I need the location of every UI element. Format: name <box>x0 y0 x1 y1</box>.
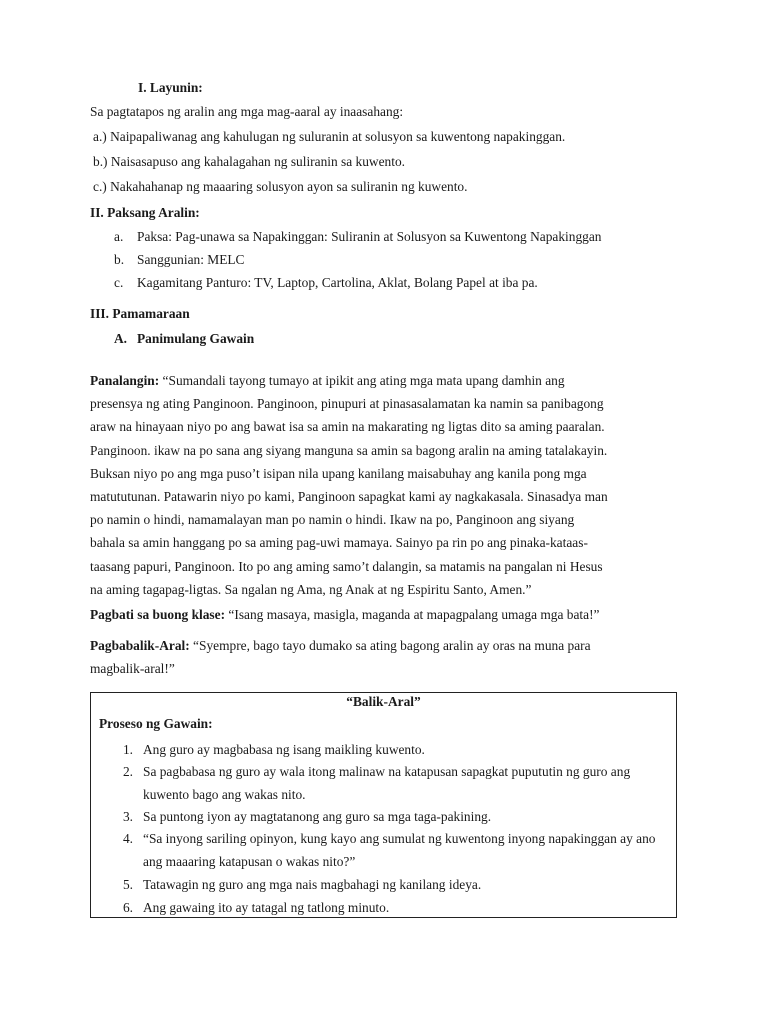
layunin-item-b: b.) Naisasapuso ang kahalagahan ng suliranin sa kuwento. <box>93 154 405 169</box>
paksang-item-marker-c: c. <box>114 275 124 290</box>
pamamaraan-sub-marker: A. <box>114 331 128 346</box>
step-text: “Sa inyong sariling opinyon, kung kayo ang sumulat ng kuwentong inyong napakinggan ay ano ang maaaring katapusan o wakas nito?” <box>143 831 656 870</box>
paksang-item-b: Sanggunian: MELC <box>137 252 245 267</box>
step-text: Ang guro ay magbabasa ng isang maikling kuwento. <box>143 742 425 757</box>
proseso-heading: Proseso ng Gawain: <box>99 716 213 731</box>
step-number: 3. <box>122 809 133 824</box>
panalangin-line: bahala sa amin hanggang po sa aming pag-uwi mamaya. Sainyo pa rin po ang pinaka-kataas- <box>90 535 588 551</box>
step-number: 5. <box>122 877 133 892</box>
paksang-item-marker-a: a. <box>114 229 124 244</box>
panalangin-line: taasang papuri, Panginoon. Ito po ang aming samo’t dalangin, sa matamis na pangalan ni Hesus <box>90 558 603 574</box>
balik-aral-title: “Balik-Aral” <box>346 694 421 709</box>
paksang-item-marker-b: b. <box>114 252 125 267</box>
pagbabalik-aral-line-1 <box>90 638 591 654</box>
layunin-intro: Sa pagtatapos ng aralin ang mga mag-aaral ay inaasahang: <box>90 104 404 119</box>
step-text: Tatawagin ng guro ang mga nais magbahagi ng kanilang ideya. <box>143 877 482 892</box>
layunin-item-a: a.) Naipapaliwanag ang kahulugan ng suluranin at solusyon sa kuwentong napakinggan. <box>93 129 566 144</box>
panalangin-label: Panalangin: <box>90 373 160 388</box>
panalangin-line: Buksan niyo po ang mga puso’t isipan nila upang kanilang maisabuhay ang kanila pong mga <box>90 465 587 481</box>
pagbabalik-aral-label: Pagbabalik-Aral: <box>90 638 190 653</box>
layunin-heading: I. Layunin: <box>138 80 203 95</box>
balik-aral-box <box>90 692 677 918</box>
panalangin-line: po namin o hindi, namamalayan man po namin o hindi. Ikaw na po, Panginoon ang siyang <box>90 512 575 528</box>
pamamaraan-heading: III. Pamamaraan <box>90 306 190 321</box>
panalangin-line: araw na hinayaan niyo po ang bawat isa sa amin na makarating ng ligtas dito sa aming paaralan. <box>90 419 605 435</box>
panalangin-line: na aming tagapag-ligtas. Sa ngalan ng Ama, ng Anak at ng Espiritu Santo, Amen.” <box>90 581 532 597</box>
step-number: 6. <box>122 900 133 915</box>
panalangin-line: “Sumandali tayong tumayo at ipikit ang ating mga mata upang damhin ang <box>159 373 565 388</box>
pagbati-label: Pagbati sa buong klase: <box>90 607 226 622</box>
pagbati-line <box>90 607 599 623</box>
step-text: Sa pagbabasa ng guro ay wala itong malinaw na katapusan sapagkat pupututin ng guro ang kuwento bago ang wakas nito. <box>143 764 631 803</box>
pagbabalik-aral-text: “Syempre, bago tayo dumako sa ating bagong aralin ay oras na muna para <box>189 638 591 653</box>
panalangin-line: Panginoon. ikaw na po sana ang siyang manguna sa amin sa bagong aralin na aming tatalakayin. <box>90 442 608 458</box>
paksang-aralin-heading: II. Paksang Aralin: <box>90 205 200 220</box>
pagbati-text: “Isang masaya, masigla, maganda at mapagpalang umaga mga bata!” <box>225 607 600 622</box>
step-text: Sa puntong iyon ay magtatanong ang guro sa mga taga-pakining. <box>143 809 492 824</box>
layunin-item-c: c.) Nakahahanap ng maaaring solusyon ayon sa suliranin ng kuwento. <box>93 179 468 194</box>
step-number: 2. <box>122 764 133 779</box>
panalangin-line: presensya ng ating Panginoon. Panginoon, pinupuri at pinasasalamatan ka namin sa panibagong <box>90 396 604 412</box>
paksang-item-a: Paksa: Pag-unawa sa Napakinggan: Suliranin at Solusyon sa Kuwentong Napakinggan <box>137 229 602 244</box>
panalangin-paragraph <box>90 369 680 601</box>
step-number: 1. <box>122 742 133 757</box>
paksang-item-c: Kagamitang Panturo: TV, Laptop, Cartolina, Aklat, Bolang Papel at iba pa. <box>137 275 538 290</box>
pagbabalik-aral-line-2: magbalik-aral!” <box>90 661 175 676</box>
pamamaraan-sub-heading: Panimulang Gawain <box>137 331 255 346</box>
panalangin-line: matututunan. Patawarin niyo po kami, Panginoon sapagkat kami ay nagkakasala. Sinasadya man <box>90 489 608 505</box>
step-text: Ang gawaing ito ay tatagal ng tatlong minuto. <box>143 900 390 915</box>
step-number: 4. <box>122 831 133 846</box>
